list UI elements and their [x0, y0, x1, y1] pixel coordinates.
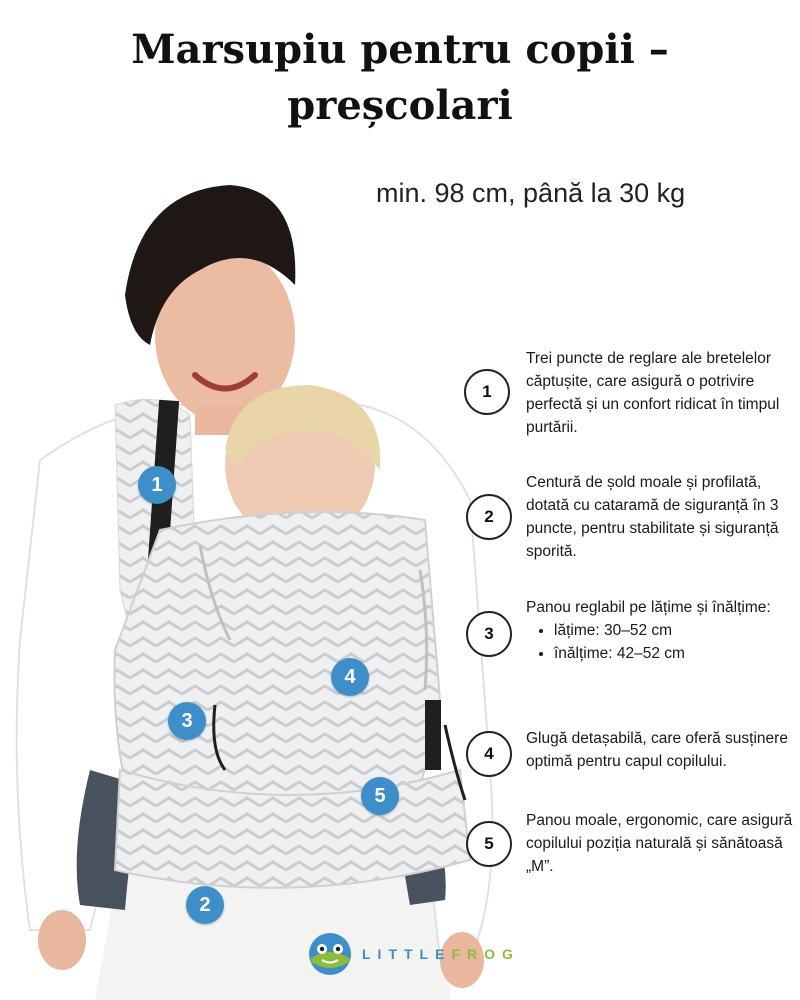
photo-marker-4: 4	[331, 658, 369, 696]
photo-marker-3: 3	[168, 702, 206, 740]
feature-text-1: Trei puncte de reglare ale bretelelor căptușite, care asigură o potrivire perfectă și un confort ridicat în timpul purtării.	[526, 350, 780, 436]
frog-logo-icon	[308, 932, 352, 976]
title-line-2: preșcolari	[287, 82, 513, 129]
feature-text-2: Centură de șold moale și profilată, dotată cu cataramă de siguranță în 3 puncte, pentru stabilitate și siguranță sporită.	[526, 474, 779, 560]
logo-word-little: LITTLE	[362, 946, 452, 962]
feature-text-4: Glugă detașabilă, care oferă susținere optimă pentru capul copilului.	[526, 730, 788, 770]
bullet-width: • lățime: 30–52 cm	[554, 619, 796, 642]
feature-3-bullets	[526, 619, 796, 665]
feature-text-3-intro: Panou reglabil pe lățime și înălțime:	[526, 599, 771, 616]
photo-marker-5: 5	[361, 777, 399, 815]
product-photo	[0, 170, 520, 1000]
title-line-1: Marsupiu pentru copii –	[131, 26, 669, 73]
logo-text	[362, 946, 520, 962]
page-title	[0, 22, 800, 134]
photo-marker-1: 1	[138, 466, 176, 504]
brand-logo	[308, 932, 520, 976]
feature-text-3	[526, 596, 796, 665]
feature-number-1: 1	[464, 369, 510, 415]
feature-number-3: 3	[466, 611, 512, 657]
size-subtitle: min. 98 cm, până la 30 kg	[376, 178, 686, 208]
logo-word-frog: FROG	[451, 946, 520, 962]
feature-number-2: 2	[466, 494, 512, 540]
feature-text-5: Panou moale, ergonomic, care asigură copilului poziția naturală și sănătoasă „M”.	[526, 812, 793, 875]
feature-number-5: 5	[466, 821, 512, 867]
feature-number-4: 4	[466, 731, 512, 777]
photo-marker-2: 2	[186, 886, 224, 924]
bullet-height: • înălțime: 42–52 cm	[554, 642, 796, 665]
